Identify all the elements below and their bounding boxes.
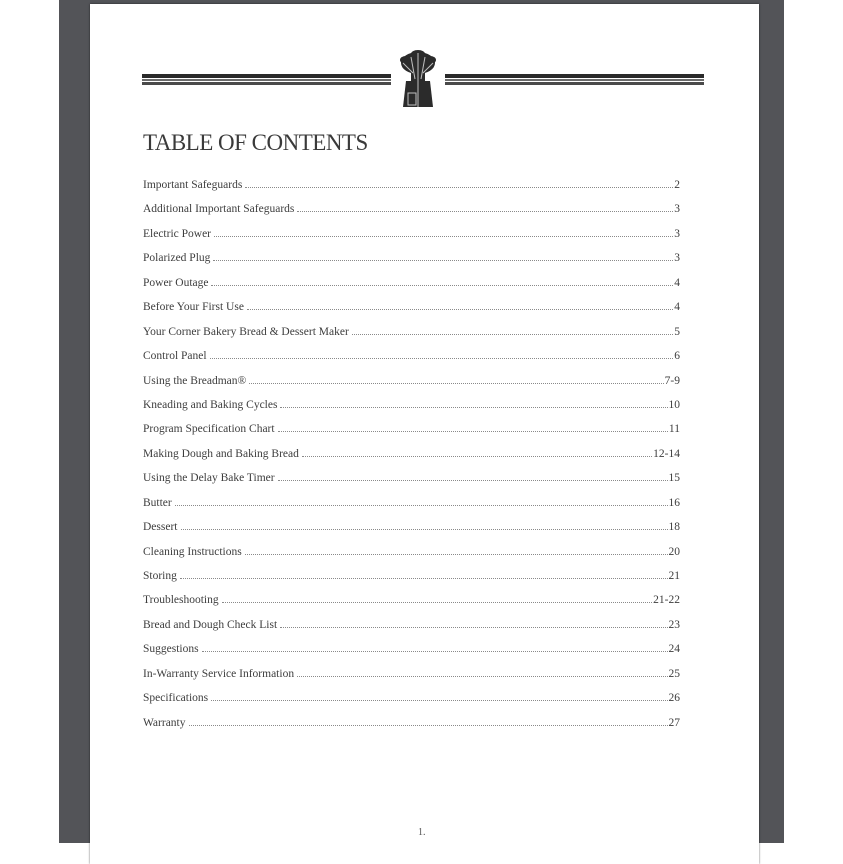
dot-leader <box>222 601 653 603</box>
toc-entry-label: Important Safeguards <box>143 179 243 191</box>
toc-entry-label: Storing <box>143 570 177 582</box>
toc-entry-label: Troubleshooting <box>143 594 219 607</box>
toc-entry[interactable] <box>143 692 680 716</box>
dot-leader <box>247 308 673 310</box>
toc-entry-page: 10 <box>668 398 680 411</box>
toc-entry-label: Butter <box>143 496 172 509</box>
toc-entry[interactable] <box>143 448 680 472</box>
toc-entry[interactable] <box>143 399 680 423</box>
toc-entry-page: 25 <box>668 667 680 680</box>
toc-entry[interactable] <box>143 570 680 594</box>
toc-entry-label: Polarized Plug <box>143 252 211 265</box>
toc-entry-label: Using the Breadman® <box>143 374 247 387</box>
toc-entry-label: Warranty <box>143 716 186 729</box>
toc-entry-label: Specifications <box>143 692 209 705</box>
toc-entry-page: 23 <box>668 618 680 631</box>
dot-leader <box>280 406 667 408</box>
toc-entry-label: Additional Important Safeguards <box>143 203 295 216</box>
toc-entry[interactable] <box>143 375 680 399</box>
toc-entry[interactable] <box>143 497 680 521</box>
dot-leader <box>175 504 668 506</box>
toc-entry[interactable] <box>143 717 680 741</box>
toc-entry-label: Bread and Dough Check List <box>143 618 278 631</box>
toc-entry-label: Electric Power <box>143 227 212 240</box>
toc-entry-page: 3 <box>674 203 680 216</box>
wheat-sheaf-icon <box>391 49 445 111</box>
toc-entry-page: 7-9 <box>664 374 680 387</box>
toc-entry-page: 3 <box>674 227 680 240</box>
toc-entry-page: 16 <box>668 496 680 509</box>
page-title: TABLE OF CONTENTS <box>143 130 368 155</box>
toc-entry[interactable] <box>143 546 680 570</box>
toc-entry-page: 24 <box>668 643 680 656</box>
toc-entry-label: In-Warranty Service Information <box>143 667 295 680</box>
dot-leader <box>297 210 673 212</box>
toc-entry-label: Your Corner Bakery Bread & Dessert Maker <box>143 325 349 338</box>
dot-leader <box>210 357 674 359</box>
toc-entry[interactable] <box>143 668 680 692</box>
toc-entry[interactable] <box>143 228 680 252</box>
toc-entry[interactable] <box>143 594 680 618</box>
toc-entry-label: Kneading and Baking Cycles <box>143 398 278 411</box>
toc-entry-page: 26 <box>668 692 680 705</box>
toc-entry-page: 21-22 <box>653 594 680 607</box>
toc-entry[interactable] <box>143 472 680 496</box>
toc-entry-page: 12-14 <box>653 447 680 460</box>
dot-leader <box>245 553 668 555</box>
toc-entry[interactable] <box>143 179 680 203</box>
toc-entry-label: Dessert <box>143 521 178 534</box>
dot-leader <box>297 675 667 677</box>
toc-entry[interactable] <box>143 521 680 545</box>
dot-leader <box>214 235 673 237</box>
toc-entry-page: 21 <box>668 570 680 582</box>
dot-leader <box>278 430 668 432</box>
toc-entry[interactable] <box>143 423 680 447</box>
toc-entry[interactable] <box>143 326 680 350</box>
toc-entry-page: 20 <box>668 545 680 558</box>
toc-entry-label: Before Your First Use <box>143 301 244 314</box>
toc-entry-page: 11 <box>668 423 680 436</box>
toc-entry[interactable] <box>143 301 680 325</box>
toc-entry[interactable] <box>143 350 680 374</box>
dot-leader <box>211 284 673 286</box>
toc-entry-page: 4 <box>674 276 680 289</box>
toc-entry[interactable] <box>143 277 680 301</box>
toc-entry-page: 6 <box>674 350 680 363</box>
toc-entry-page: 18 <box>668 521 680 534</box>
toc-entry-label: Control Panel <box>143 350 207 363</box>
dot-leader <box>302 455 652 457</box>
toc-entry-label: Program Specification Chart <box>143 423 275 436</box>
toc-entry-page: 2 <box>674 179 680 191</box>
toc-entry[interactable] <box>143 203 680 227</box>
dot-leader <box>249 382 663 384</box>
toc-entry-page: 5 <box>674 325 680 338</box>
dot-leader <box>280 626 667 628</box>
toc-entry-label: Using the Delay Bake Timer <box>143 472 275 485</box>
toc-entry-page: 4 <box>674 301 680 314</box>
dot-leader <box>245 186 673 188</box>
toc-entry-label: Suggestions <box>143 643 199 656</box>
document-page <box>90 4 759 864</box>
dot-leader <box>189 724 668 726</box>
dot-leader <box>211 699 667 701</box>
dot-leader <box>180 577 668 579</box>
toc-entry[interactable] <box>143 252 680 276</box>
dot-leader <box>181 528 668 530</box>
dot-leader <box>202 650 668 652</box>
toc-entry-page: 3 <box>674 252 680 265</box>
toc-entry-page: 15 <box>668 472 680 485</box>
toc-entry-label: Making Dough and Baking Bread <box>143 447 299 460</box>
toc-entry-label: Power Outage <box>143 276 209 289</box>
table-of-contents <box>143 179 680 741</box>
dot-leader <box>352 333 673 335</box>
dot-leader <box>213 259 673 261</box>
toc-entry-page: 27 <box>668 716 680 729</box>
toc-entry[interactable] <box>143 643 680 667</box>
dot-leader <box>278 479 668 481</box>
toc-entry-label: Cleaning Instructions <box>143 545 242 558</box>
footer-page-number: 1. <box>418 827 426 838</box>
toc-entry[interactable] <box>143 619 680 643</box>
